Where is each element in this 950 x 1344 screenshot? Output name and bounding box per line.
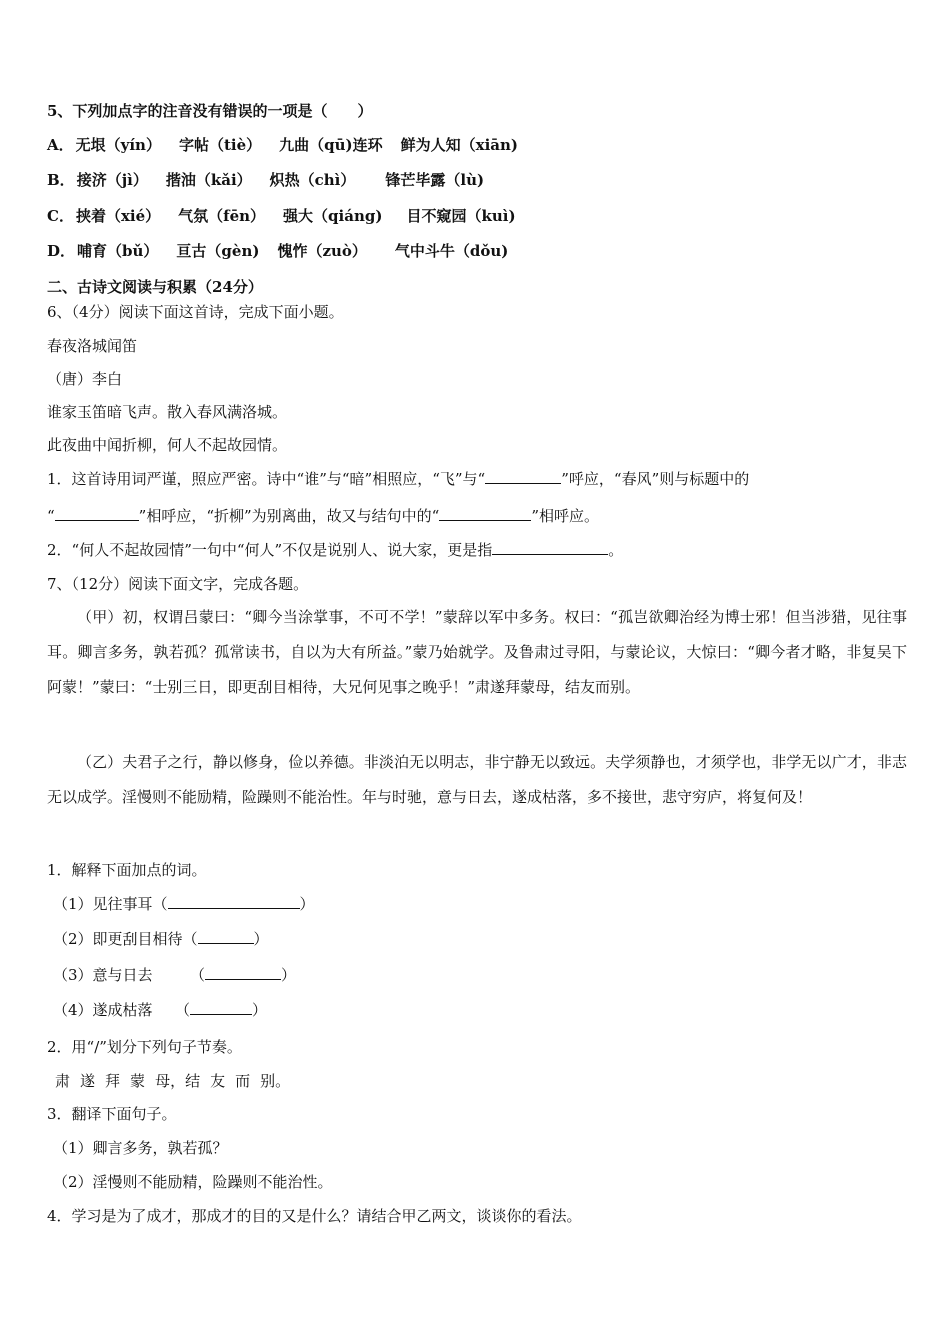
option-item: 锋芒毕露（lù) [385,171,485,189]
option-item: 接济（jì） [76,171,148,189]
word-text: （3）意与日去 （ [53,966,206,984]
question-text: ”相呼应。 [531,507,600,525]
option-item: 强大（qiáng) [283,207,383,225]
question-text: “ [47,507,55,525]
option-item: 无垠（yín） [75,136,161,154]
poem-line: 此夜曲中闻折柳，何人不起故园情。 [47,436,288,454]
option-item: 九曲（qū)连环 [279,136,383,154]
question-text: 。 [608,541,624,559]
q6-sub1 [47,468,749,490]
passage-yi: （乙）夫君子之行，静以修身，俭以养德。非淡泊无以明志，非宁静无以致远。夫学须静也，才须学也，非学无以广才，非志无以成学。淫慢则不能励精，险躁则不能治性。年与时驰，意与日去，遂成枯落，多不接世，悲守穷庐，将复何及！ [47,753,907,806]
word-close: ） [253,930,269,948]
poem-line: 谁家玉笛暗飞声。散入春风满洛城。 [47,403,288,421]
option-item: 揩油（kǎi） [165,171,252,189]
answer-blank[interactable] [205,965,281,980]
answer-blank[interactable] [55,506,139,521]
word-item [53,893,315,915]
option-label: C． [47,207,74,225]
poem-author: （唐）李白 [47,370,123,388]
answer-blank[interactable] [439,506,531,521]
word-item [53,999,267,1021]
option-item: 哺育（bǔ） [77,242,159,260]
word-close: ） [299,895,315,913]
rhythm-char: 拜 [105,1072,121,1090]
q5-option-d [47,240,526,262]
answer-blank[interactable] [190,1000,252,1015]
answer-blank[interactable] [492,540,608,555]
q7-sub1: 1．解释下面加点的词。 [47,861,207,879]
option-label: A． [47,136,74,154]
word-text: （4）遂成枯落 （ [53,1001,191,1019]
option-item: 字帖（tiè） [178,136,262,154]
q5-option-b [47,169,502,191]
q6-title: 6、（4分）阅读下面这首诗，完成下面小题。 [47,303,344,321]
option-item: 愧怍（zuò） [277,242,367,260]
q5-option-a [47,134,536,156]
question-text: ”相呼应，“折柳”为别离曲，故又与结句中的“ [138,507,440,525]
rhythm-char: 遂 [80,1072,96,1090]
word-item [53,928,269,950]
option-label: B． [47,171,75,189]
answer-blank[interactable] [168,894,300,909]
word-text: （2）即更刮目相待（ [53,930,198,948]
option-label: D． [47,242,76,260]
q5-title: 5、下列加点字的注音没有错误的一项是（ ） [47,102,373,120]
question-text: ”呼应，“春风”则与标题中的 [561,470,750,488]
option-item: 鲜为人知（xiān) [400,136,519,154]
rhythm-char: 友 [210,1072,226,1090]
q7-sub3: 3．翻译下面句子。 [47,1105,177,1123]
option-item: 目不窥园（kuì) [406,207,516,225]
rhythm-char: 母，结 [155,1072,201,1090]
rhythm-char: 肃 [55,1072,71,1090]
translate-item: （2）淫慢则不能励精，险躁则不能治性。 [53,1173,333,1191]
passage-jia: （甲）初，权谓吕蒙曰：“卿今当涂掌事，不可不学！”蒙辞以军中多务。权曰：“孤岂欲卿治经为博士邪！但当涉猎，见往事耳。卿言多务，孰若孤？孤常读书，自以为大有所益。”蒙乃始就学。及鲁肃过寻阳，与蒙论议，大惊曰：“卿今者才略，非复吴下阿蒙！”蒙曰：“士别三日，即更刮目相待，大兄何见事之晚乎！”肃遂拜蒙母，结友而别。 [47,608,907,696]
poem-title: 春夜洛城闻笛 [47,337,138,355]
word-text: （1）见往事耳（ [53,895,168,913]
option-item: 亘古（gèn) [176,242,260,260]
answer-blank[interactable] [485,469,561,484]
word-close: ） [281,966,297,984]
q5-option-c [47,205,534,227]
q7-title: 7、（12分）阅读下面文字，完成各题。 [47,575,309,593]
question-text: 1．这首诗用词严谨，照应严密。诗中“谁”与“暗”相照应，“飞”与“ [47,470,486,488]
option-item: 气中斗牛（dǒu) [394,242,509,260]
word-item [53,964,296,986]
q6-sub2 [47,539,623,561]
question-text: 2．“何人不起故园情”一句中“何人”不仅是说别人、说大家，更是指 [47,541,493,559]
q6-sub1-cont [47,505,599,527]
option-item: 气氛（fēn） [178,207,266,225]
rhythm-char: 别。 [260,1072,291,1090]
rhythm-char: 蒙 [130,1072,146,1090]
q7-sub2: 2．用“/”划分下列句子节奏。 [47,1038,242,1056]
q7-sub4: 4．学习是为了成才，那成才的目的又是什么？请结合甲乙两文，谈谈你的看法。 [47,1207,582,1225]
word-close: ） [252,1001,268,1019]
answer-blank[interactable] [198,929,254,944]
rhythm-char: 而 [235,1072,251,1090]
option-item: 炽热（chì） [269,171,356,189]
rhythm-sentence [55,1070,300,1092]
translate-item: （1）卿言多务，孰若孤？ [53,1139,228,1157]
option-item: 挟着（xié） [75,207,161,225]
section-title: 二、古诗文阅读与积累（24分） [47,278,263,296]
